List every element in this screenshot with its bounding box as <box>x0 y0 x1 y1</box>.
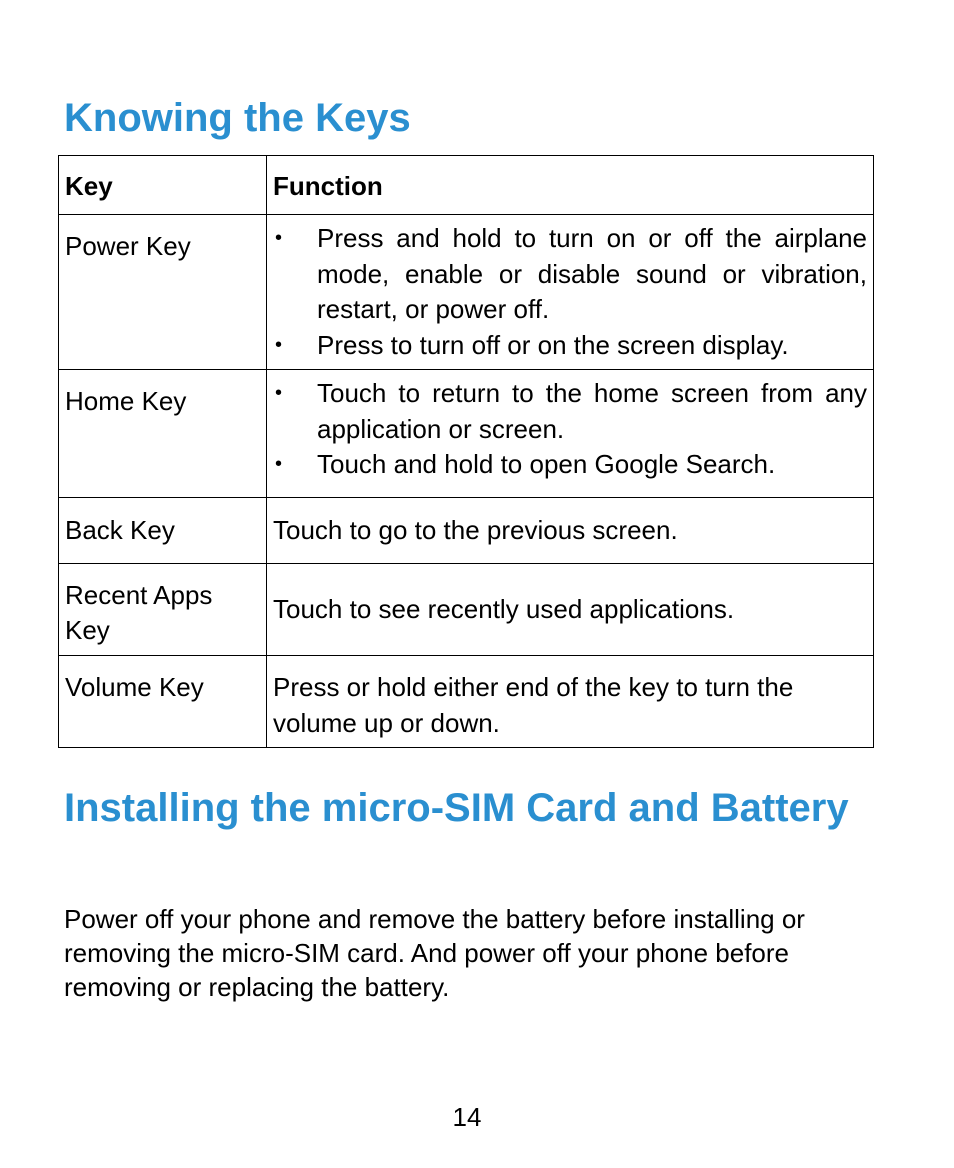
page-number: 14 <box>452 1102 482 1132</box>
list-item: • Press to turn off or on the screen display. <box>273 328 867 364</box>
section-title-knowing-keys: Knowing the Keys <box>64 96 411 140</box>
key-name-recent-apps: Recent Apps Key <box>59 564 267 656</box>
table-row <box>59 498 874 564</box>
body-paragraph: Power off your phone and remove the battery before installing or removing the micro-SIM card. And power off your phone before removing or replacing the battery. <box>64 904 805 1002</box>
key-name-back: Back Key <box>59 498 267 564</box>
header-key: Key <box>59 156 267 215</box>
function-cell: Press or hold either end of the key to turn the volume up or down. <box>267 656 874 748</box>
table-header-row <box>59 156 874 215</box>
key-name-home: Home Key <box>59 370 267 498</box>
function-cell: Touch to see recently used applications. <box>267 564 874 656</box>
function-cell: Touch to go to the previous screen. <box>267 498 874 564</box>
list-item: • Touch to return to the home screen from any application or screen. <box>273 376 867 447</box>
table-row <box>59 215 874 370</box>
function-cell <box>267 370 874 498</box>
function-list <box>273 376 867 483</box>
key-name-volume: Volume Key <box>59 656 267 748</box>
header-function: Function <box>267 156 874 215</box>
function-cell <box>267 215 874 370</box>
list-item: • Touch and hold to open Google Search. <box>273 447 867 483</box>
section-title-installing-sim: Installing the micro-SIM Card and Battery <box>64 786 849 830</box>
keys-table <box>58 155 874 748</box>
key-name-power: Power Key <box>59 215 267 370</box>
table-row <box>59 370 874 498</box>
list-item: • Press and hold to turn on or off the airplane mode, enable or disable sound or vibration, restart, or power off. <box>273 221 867 328</box>
function-list <box>273 221 867 363</box>
table-row <box>59 564 874 656</box>
table-row <box>59 656 874 748</box>
